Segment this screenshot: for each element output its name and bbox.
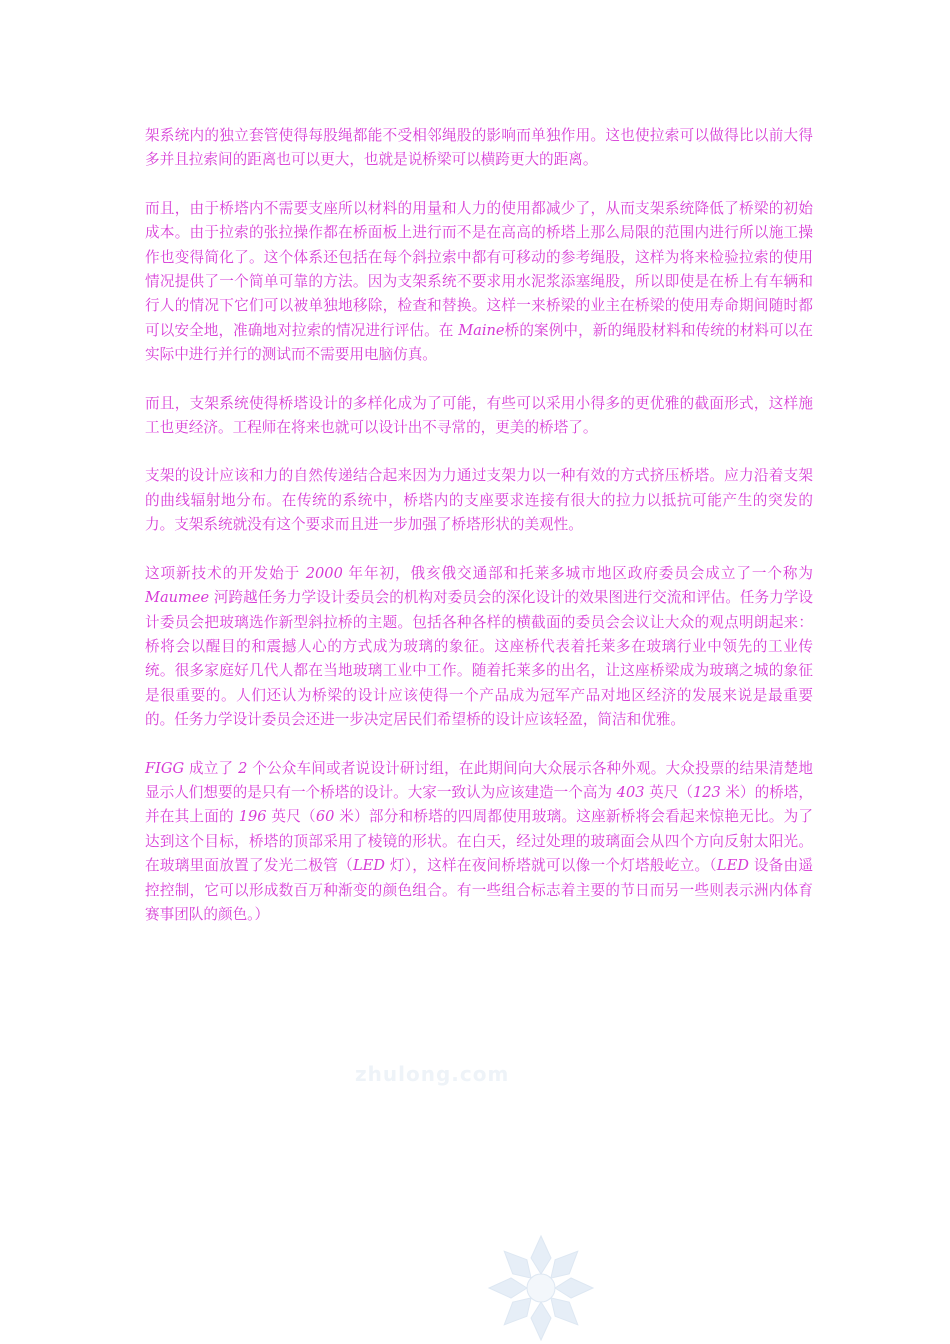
paragraph-text: 设备由遥控控制，它可以形成数百万种渐变的颜色组合。有一些组合标志着主要的节日而另一些则表示洲内体育赛事团队的颜色。） xyxy=(145,857,813,923)
snowflake-logo-icon xyxy=(485,1232,597,1344)
latin-term: 2000 xyxy=(305,564,343,582)
paragraph-text: 英尺（ xyxy=(266,808,316,826)
latin-term: 403 xyxy=(616,783,645,801)
paragraph-text: 而且，支架系统使得桥塔设计的多样化成为了可能，有些可以采用小得多的更优雅的截面形式，这样施工也更经济。工程师在将来也就可以设计出不寻常的，更美的桥塔了。 xyxy=(145,394,813,437)
logo-petal xyxy=(531,1302,551,1340)
paragraph-text: 桥的案例中，新的绳股材料和传统的材料可以在实际中进行并行的测试而不需要用电脑仿真。 xyxy=(145,321,813,364)
logo-petal xyxy=(531,1236,551,1274)
paragraph-text: 米）的桥塔，并在其上面的 xyxy=(145,783,813,826)
paragraph xyxy=(145,757,813,928)
paragraph-text: 灯），这样在夜间桥塔就可以像一个灯塔般屹立。（ xyxy=(384,857,717,875)
paragraph-text: 这项新技术的开发始于 xyxy=(145,564,306,582)
latin-term: 60 xyxy=(315,808,335,826)
paragraph-text: 支架的设计应该和力的自然传递结合起来因为力通过支架力以一种有效的方式挤压桥塔。应力沿着支架的曲线辐射地分布。在传统的系统中，桥塔内的支座要求连接有很大的拉力以抵抗可能产生的突发的力。支架系统就没有这个要求而且进一步加强了桥塔形状的美观性。 xyxy=(145,467,813,534)
latin-term: 123 xyxy=(692,783,721,801)
paragraph xyxy=(145,392,813,441)
paragraph xyxy=(145,464,813,537)
watermark-text: zhulong.com xyxy=(355,1062,510,1086)
paragraph-text: 年年初，俄亥俄交通部和托莱多城市地区政府委员会成立了一个称为 xyxy=(342,564,813,582)
paragraph-text: 而且，由于桥塔内不需要支座所以材料的用量和人力的使用都减少了，从而支架系统降低了桥梁的初始成本。由于拉索的张拉操作都在桥面板上进行而不是在高高的桥塔上那么局限的范围内进行所以施工操作也变得简化了。这个体系还包括在每个斜拉索中都有可移动的参考绳股，这样为将来检验拉索的使用情况提供了一个简单可靠的方法。因为支架系统不要求用水泥浆添塞绳股，所以即使是在桥上有车辆和行人的情况下它们可以被单独地移除，检查和替换。这样一来桥梁的业主在桥梁的使用寿命期间随时都可以安全地，准确地对拉索的情况进行评估。在 xyxy=(145,199,813,339)
paragraph-text: 架系统内的独立套管使得每股绳都能不受相邻绳股的影响而单独作用。这也使拉索可以做得比以前大得多并且拉索间的距离也可以更大，也就是说桥梁可以横跨更大的距离。 xyxy=(145,127,813,169)
document-body xyxy=(145,124,813,927)
latin-term: Maumee xyxy=(145,589,210,607)
paragraph xyxy=(145,562,813,733)
latin-term: 196 xyxy=(238,808,267,826)
paragraph-text: 英尺（ xyxy=(644,783,693,801)
paragraph xyxy=(145,124,813,173)
paragraph-text: 成立了 xyxy=(184,759,239,777)
paragraph-text: 河跨越任务力学设计委员会的机构对委员会的深化设计的效果图进行交流和评估。任务力学设计委员会把玻璃选作新型斜拉桥的主题。包括各种各样的横截面的委员会会议让大众的观点明朗起来：桥将会以醒目的和震撼人心的方式成为玻璃的象征。这座桥代表着托莱多在玻璃行业中领先的工业传统。很多家庭好几代人都在当地玻璃工业中工作。随着托莱多的出名，让这座桥梁成为玻璃之城的象征是很重要的。人们还认为桥梁的设计应该使得一个产品成为冠军产品对地区经济的发展来说是最重要的。任务力学设计委员会还进一步决定居民们希望桥的设计应该轻盈，简洁和优雅。 xyxy=(145,589,813,729)
paragraph-text: 米）部分和桥塔的四周都使用玻璃。这座新桥将会看起来惊艳无比。为了达到这个目标，桥塔的顶部采用了棱镜的形状。在白天，经过处理的玻璃面会从四个方向反射太阳光。在玻璃里面放置了发光二极管（ xyxy=(145,808,814,875)
logo-petal xyxy=(489,1278,527,1298)
paragraph xyxy=(145,197,813,368)
latin-term: LED xyxy=(352,857,385,875)
logo-petal xyxy=(555,1278,593,1298)
latin-term: FIGG xyxy=(145,759,185,777)
latin-term: LED xyxy=(716,857,749,875)
latin-term: 2 xyxy=(238,759,248,777)
latin-term: Maine xyxy=(458,321,505,339)
paragraph-text: 个公众车间或者说设计研讨组，在此期间向大众展示各种外观。大众投票的结果清楚地显示人们想要的是只有一个桥塔的设计。大家一致认为应该建造一个高为 xyxy=(145,759,813,801)
